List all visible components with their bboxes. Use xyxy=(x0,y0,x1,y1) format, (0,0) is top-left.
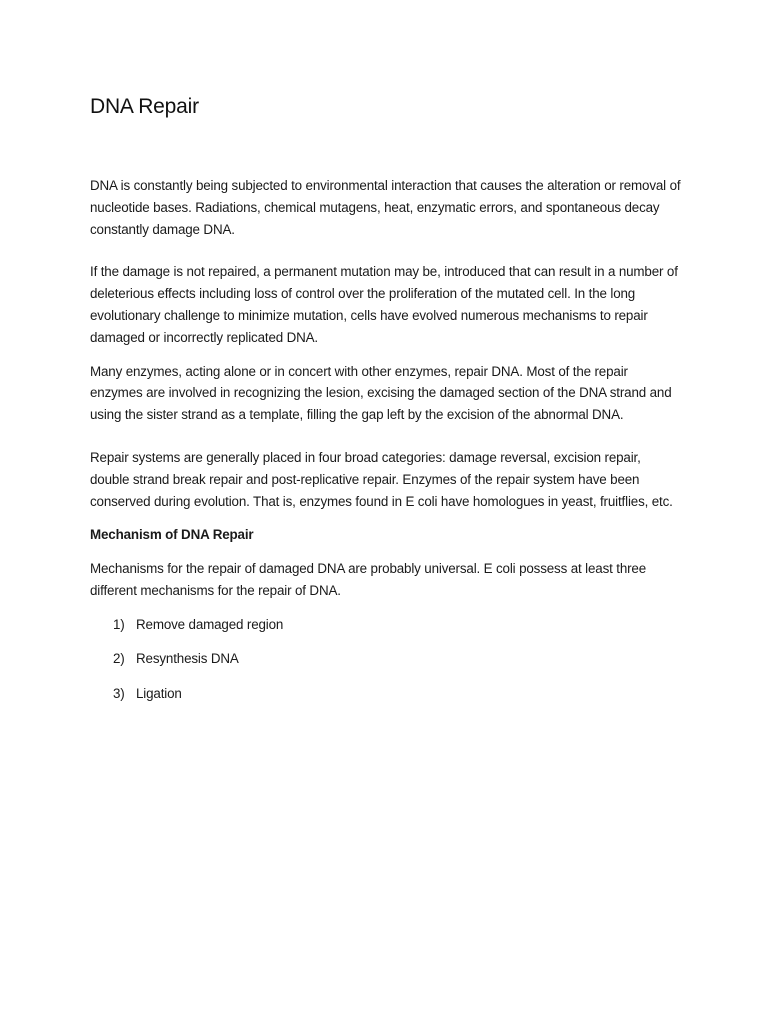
section-heading: Mechanism of DNA Repair xyxy=(90,527,254,543)
list-item-text: Remove damaged region xyxy=(136,616,284,632)
list-item-text: Resynthesis DNA xyxy=(136,651,239,667)
paragraph-mechanisms: Mechanisms for the repair of damaged DNA are probably universal. E coli possess at least three different mechanisms for the repair of DNA. xyxy=(90,561,647,599)
paragraph-environmental-damage: DNA is constantly being subjected to environmental interaction that causes the alteration or removal of nucleotide bases. Radiations, chemical mutagens, heat, enzymatic errors, and spontaneous decay constantly damage DNA. xyxy=(90,178,681,237)
list-item xyxy=(113,683,682,705)
repair-steps-list xyxy=(90,614,682,705)
list-item-number: 2) xyxy=(113,651,125,667)
list-item-number: 3) xyxy=(113,685,125,701)
document-title: DNA Repair xyxy=(90,95,199,118)
paragraph-repair-categories: Repair systems are generally placed in four broad categories: damage reversal, excision repair, double strand break repair and post-replicative repair. Enzymes of the repair system have been conserved during evolution. That is, enzymes found in E coli have homologues in yeast, fruitflies, etc. xyxy=(90,449,673,509)
document-body xyxy=(90,93,682,717)
list-item xyxy=(113,614,682,636)
paragraph-unrepaired-damage: If the damage is not repaired, a permanent mutation may be, introduced that can result in a number of deleterious effects including loss of control over the proliferation of the mutated cell. In the long evolutionary challenge to minimize mutation, cells have evolved numerous mechanisms to repair damaged or incorrectly replicated DNA. xyxy=(90,264,678,345)
paragraph-repair-enzymes: Many enzymes, acting alone or in concert with other enzymes, repair DNA. Most of the repair enzymes are involved in recognizing the lesion, excising the damaged section of the DNA strand and using the sister strand as a template, filling the gap left by the excision of the abnormal DNA. xyxy=(90,363,672,423)
list-item xyxy=(113,648,682,670)
list-item-text: Ligation xyxy=(136,685,182,701)
list-item-number: 1) xyxy=(113,616,125,632)
